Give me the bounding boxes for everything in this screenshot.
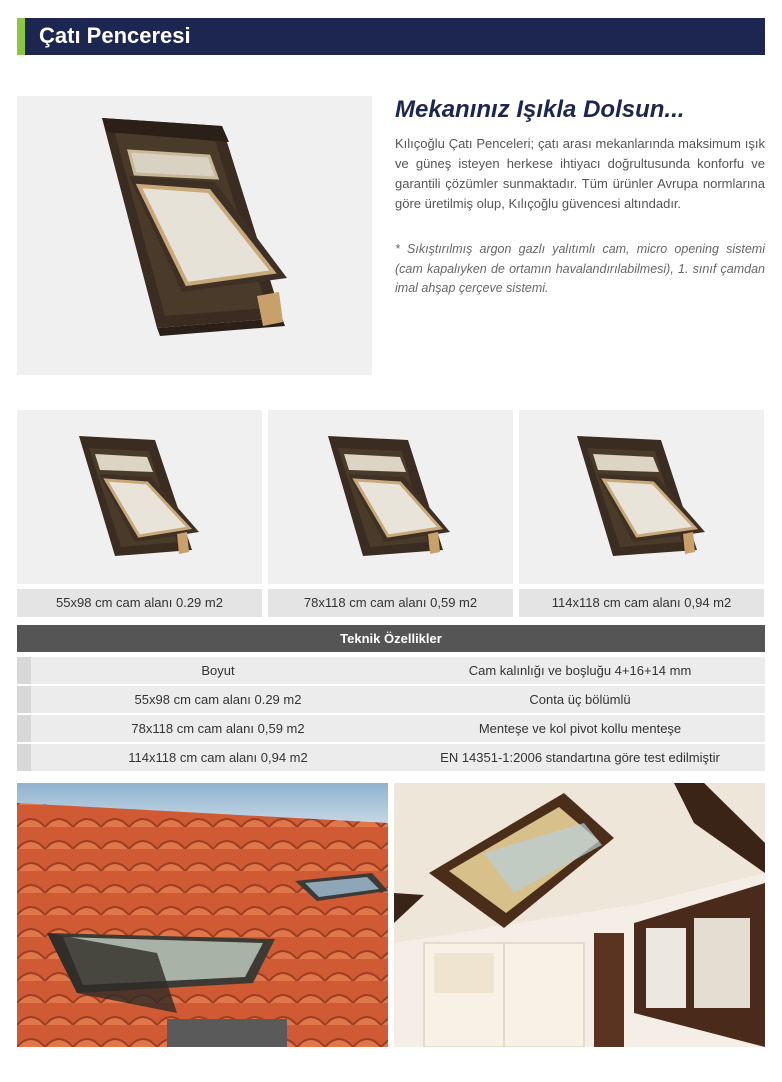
spec-cell-right: Cam kalınlığı ve boşluğu 4+16+14 mm [395, 657, 765, 684]
row-marker [17, 657, 31, 684]
table-row [17, 744, 765, 771]
intro-note: * Sıkıştırılmış argon gazlı yalıtımlı cam, micro opening sistemi (cam kapalıyken de ortamın havalandırılabilmesi), 1. sınıf çamdan imal ahşap çerçeve sistemi. [395, 242, 765, 295]
table-row [17, 715, 765, 742]
table-row [17, 686, 765, 713]
product-image [268, 410, 513, 584]
table-row [17, 657, 765, 684]
page-title: Çatı Penceresi [39, 23, 191, 48]
intro-heading: Mekanınız Işıkla Dolsun... [395, 96, 685, 123]
product-card [17, 410, 262, 617]
spec-cell-right: Menteşe ve kol pivot kollu menteşe [395, 715, 765, 742]
row-marker [17, 686, 31, 713]
spec-cell-right: Conta üç bölümlü [395, 686, 765, 713]
interior-photo [394, 783, 765, 1047]
product-image [17, 410, 262, 584]
spec-cell-left: Boyut [31, 657, 405, 684]
spec-cell-left: 114x118 cm cam alanı 0,94 m2 [31, 744, 405, 771]
page-header [17, 18, 765, 55]
spec-cell-right: EN 14351-1:2006 standartına göre test edilmiştir [395, 744, 765, 771]
product-caption: 114x118 cm cam alanı 0,94 m2 [519, 589, 764, 617]
product-image [519, 410, 764, 584]
row-marker [17, 715, 31, 742]
roof-photo [17, 783, 388, 1047]
product-card [519, 410, 764, 617]
product-caption: 78x118 cm cam alanı 0,59 m2 [268, 589, 513, 617]
row-marker [17, 744, 31, 771]
spec-table-header: Teknik Özellikler [17, 625, 765, 652]
product-card [268, 410, 513, 617]
spec-cell-left: 55x98 cm cam alanı 0.29 m2 [31, 686, 405, 713]
spec-cell-left: 78x118 cm cam alanı 0,59 m2 [31, 715, 405, 742]
header-accent [17, 18, 25, 55]
product-caption: 55x98 cm cam alanı 0.29 m2 [17, 589, 262, 617]
intro-paragraph: Kılıçoğlu Çatı Penceleri; çatı arası mekanlarında maksimum ışık ve güneş isteyen herkese ihtiyacı doğrultusunda konforfu ve garantili çözümler sunmaktadır. Tüm ürünler Avrupa normlarına göre üretilmiş olup, Kılıçoğlu güvencesi altındadır. [395, 136, 765, 211]
hero-window-image [17, 96, 372, 375]
